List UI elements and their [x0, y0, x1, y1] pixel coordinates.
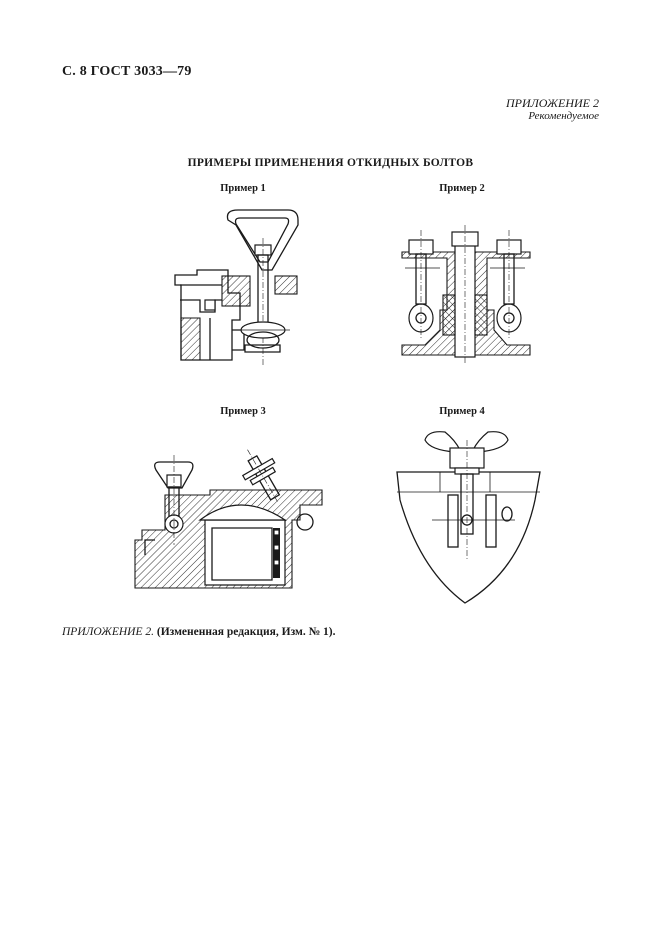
footnote-text: (Измененная редакция, Изм. № 1).	[156, 626, 336, 638]
example-3-caption: Пример 3	[220, 406, 266, 417]
appendix-label: ПРИЛОЖЕНИЕ 2	[506, 96, 599, 110]
example-1-drawing	[175, 210, 298, 365]
footnote	[62, 626, 336, 638]
example-2-caption: Пример 2	[439, 183, 485, 194]
page-title: ПРИМЕРЫ ПРИМЕНЕНИЯ ОТКИДНЫХ БОЛТОВ	[187, 157, 474, 169]
footnote-label: ПРИЛОЖЕНИЕ 2.	[62, 626, 154, 638]
page-header: С. 8 ГОСТ 3033—79	[62, 64, 192, 79]
appendix-status: Рекомендуемое	[528, 110, 599, 122]
example-4-caption: Пример 4	[439, 406, 485, 417]
example-3-drawing	[135, 441, 322, 588]
example-2-drawing	[402, 225, 530, 365]
example-1-caption: Пример 1	[220, 183, 266, 194]
example-4-drawing	[397, 432, 540, 603]
